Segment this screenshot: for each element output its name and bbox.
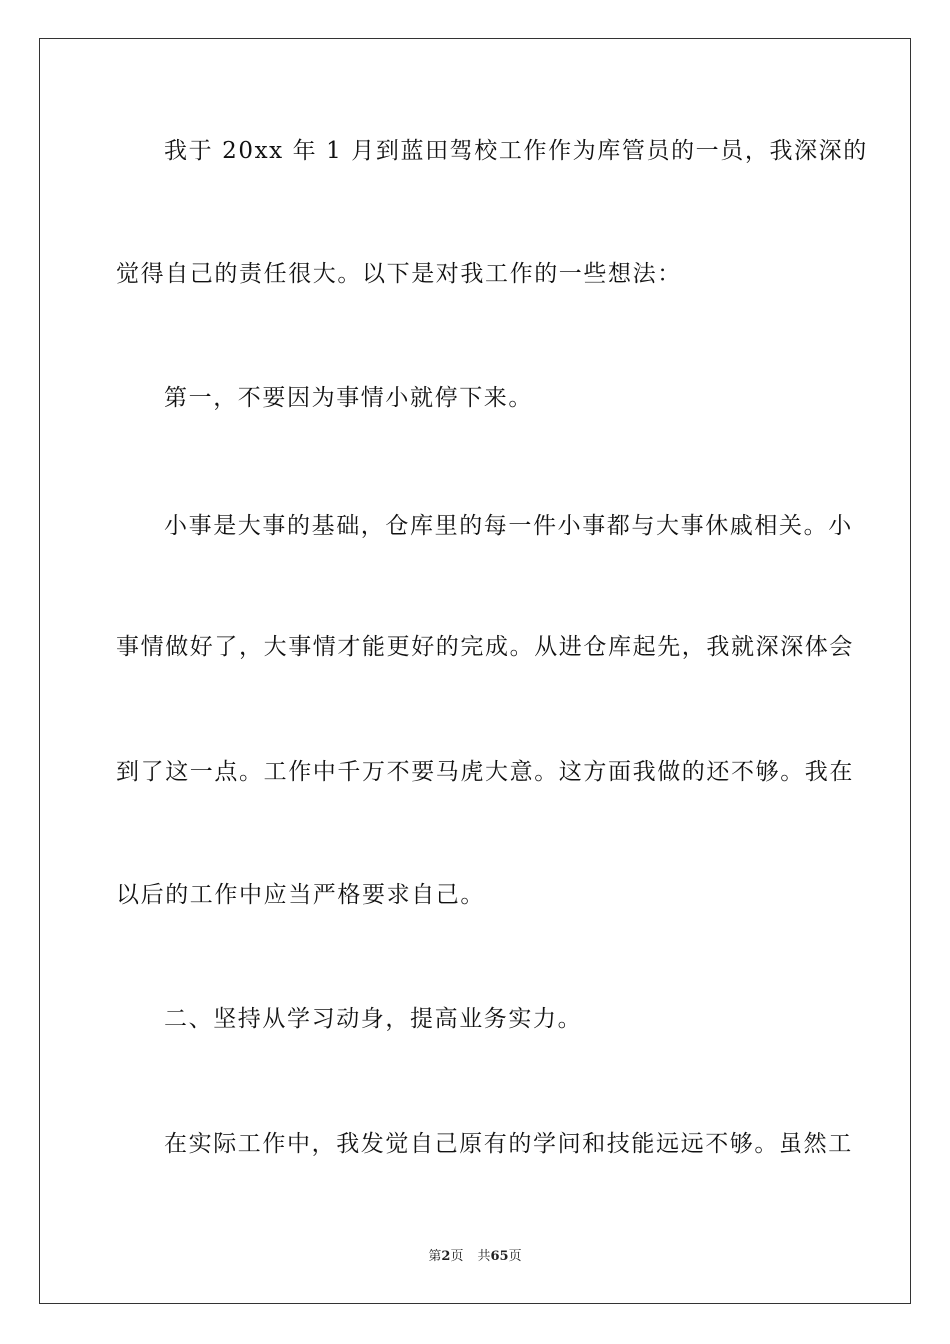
- paragraph-line-1: 我于 20xx 年 1 月到蓝田驾校工作作为库管员的一员，我深深的: [164, 138, 868, 164]
- footer-page-number: 2: [441, 1249, 451, 1264]
- heading-point-two: 二、坚持从学习动身，提高业务实力。: [164, 1006, 583, 1032]
- paragraph-line-2: 觉得自己的责任很大。以下是对我工作的一些想法：: [116, 261, 682, 287]
- page-footer: [0, 1248, 950, 1266]
- footer-page-prefix: 第: [428, 1249, 442, 1264]
- footer-page-suffix: 页: [450, 1249, 464, 1264]
- paragraph-line-6: 到了这一点。工作中千万不要马虎大意。这方面我做的还不够。我在: [116, 759, 854, 785]
- footer-total-prefix: 共: [477, 1249, 491, 1264]
- paragraph-line-4: 小事是大事的基础，仓库里的每一件小事都与大事休戚相关。小: [164, 513, 853, 539]
- heading-point-one: 第一，不要因为事情小就停下来。: [164, 385, 533, 411]
- document-page-border: [39, 38, 911, 1304]
- paragraph-line-7: 以后的工作中应当严格要求自己。: [116, 882, 485, 908]
- paragraph-line-9: 在实际工作中，我发觉自己原有的学问和技能远远不够。虽然工: [164, 1131, 853, 1157]
- footer-total-number: 65: [490, 1249, 509, 1264]
- paragraph-line-5: 事情做好了，大事情才能更好的完成。从进仓库起先，我就深深体会: [116, 634, 854, 660]
- footer-total-suffix: 页: [508, 1249, 522, 1264]
